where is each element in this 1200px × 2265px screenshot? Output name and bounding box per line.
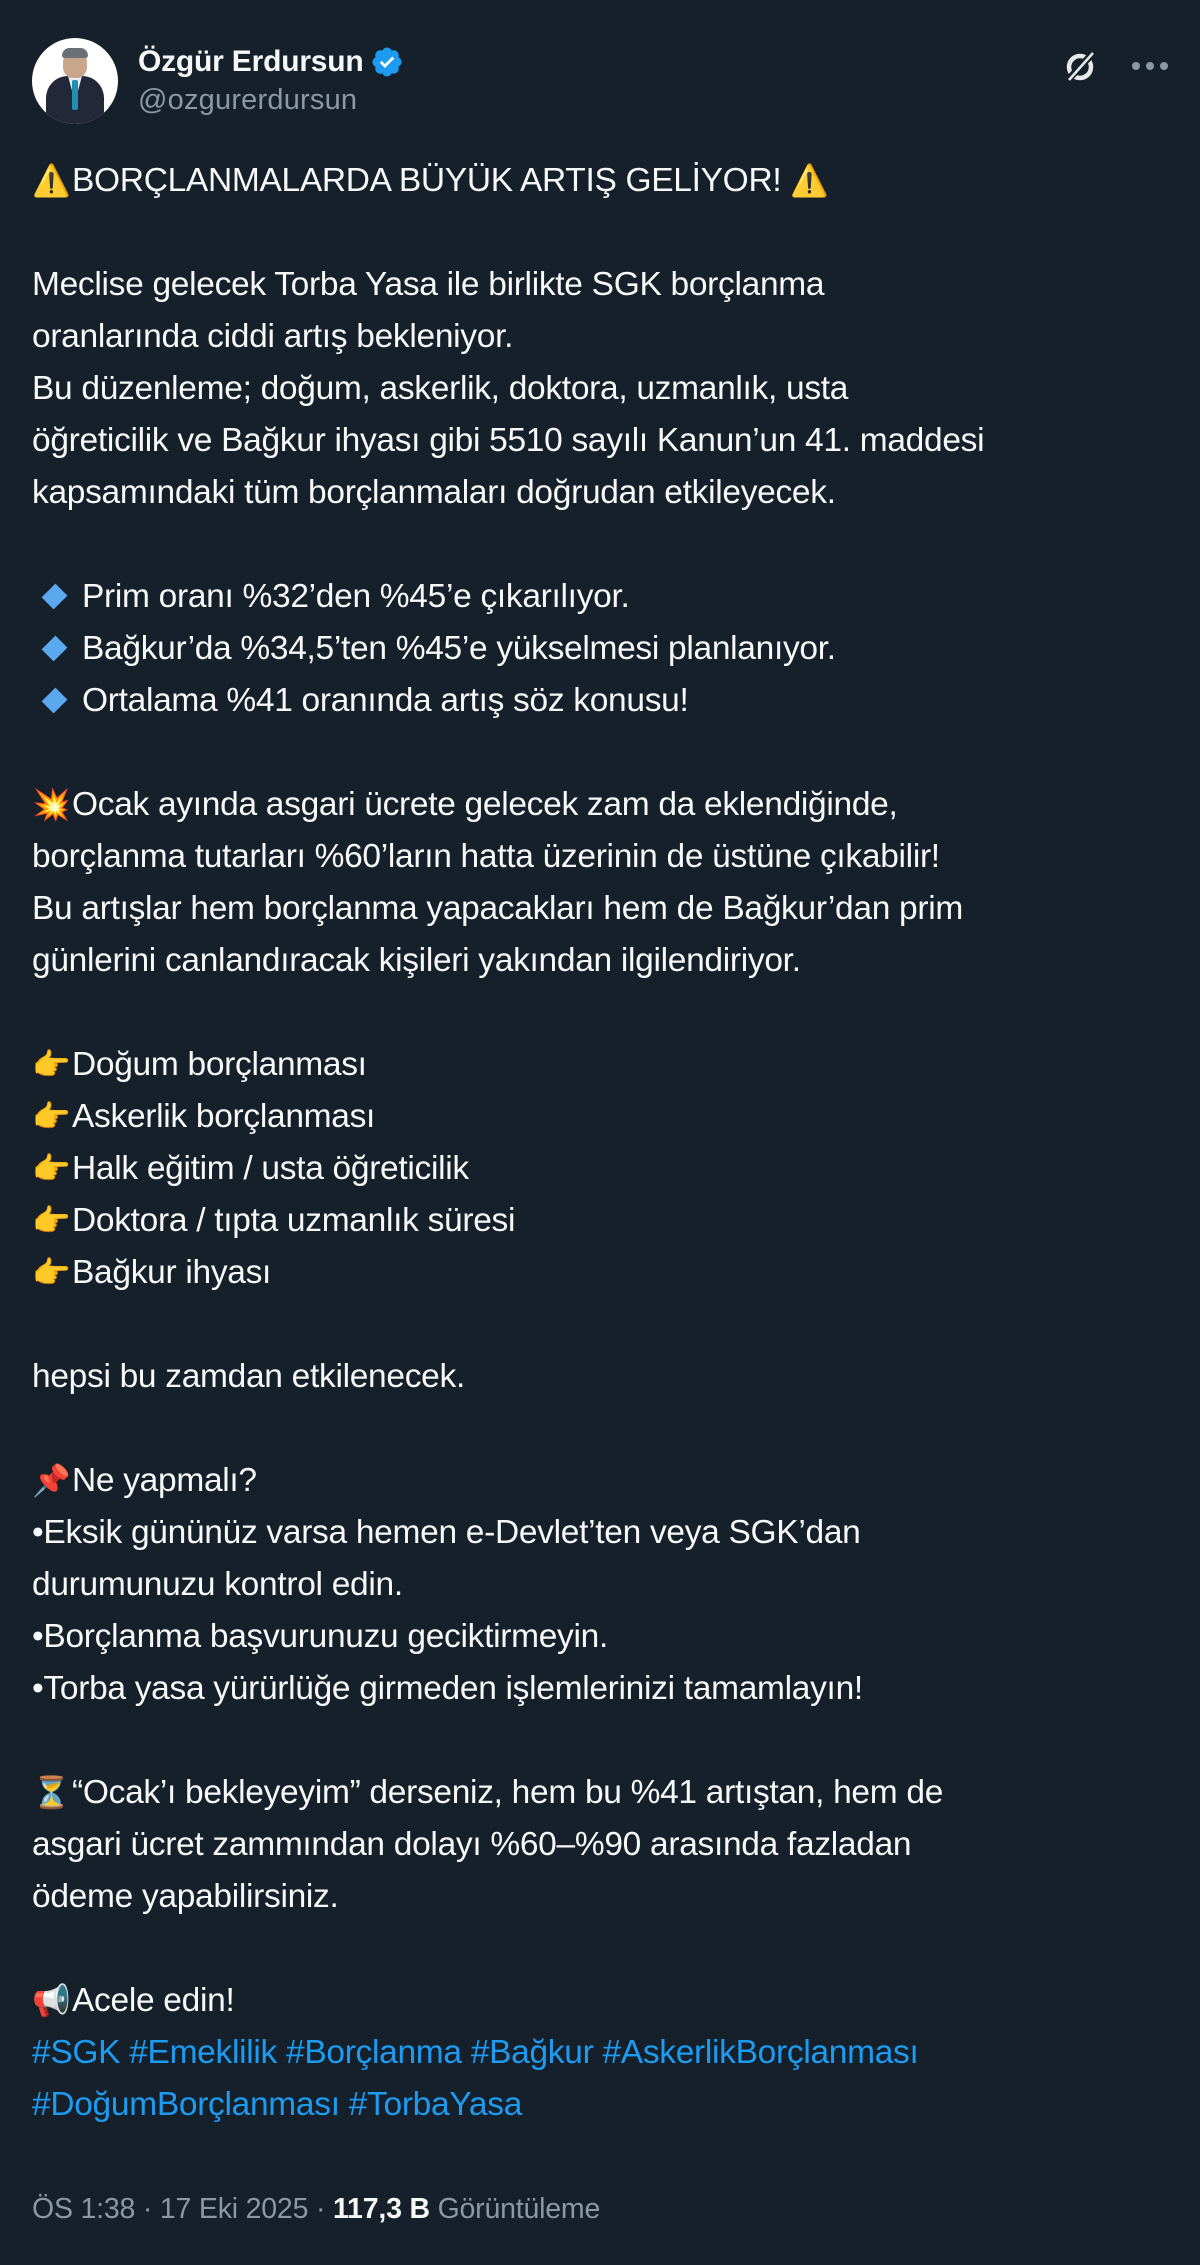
- hashtag-link[interactable]: #Bağkur: [470, 2034, 594, 2071]
- spacer: [32, 1715, 1172, 1767]
- pointing-item: [32, 1091, 1172, 1143]
- diamond-bullet: [32, 571, 1172, 623]
- spacer: [32, 987, 1172, 1039]
- hashtag-link[interactable]: #DoğumBorçlanması: [32, 2086, 340, 2123]
- pointing-item: [32, 1143, 1172, 1195]
- hashtag-link[interactable]: #SGK: [32, 2034, 121, 2071]
- bullet-text: Prim oranı %32’den %45’e çıkarılıyor.: [82, 578, 630, 615]
- warning-icon: ⚠️: [32, 163, 71, 198]
- avatar[interactable]: [32, 38, 118, 124]
- paragraph-line: borçlanma tutarları %60’ların hatta üzerinin de üstüne çıkabilir!: [32, 838, 940, 875]
- collision-icon: 💥: [32, 787, 71, 822]
- dot: [1132, 62, 1140, 70]
- pushpin-icon: 📌: [32, 1463, 71, 1498]
- blue-diamond-icon: [42, 687, 68, 713]
- paragraph-text: “Ocak’ı bekleyeyim” derseniz, hem bu %41 artıştan, hem de: [72, 1774, 944, 1811]
- call-to-action: [32, 1975, 1172, 2027]
- hashtag-link[interactable]: #Emeklilik: [129, 2034, 277, 2071]
- handle[interactable]: @ozgurerdursun: [138, 84, 358, 116]
- dot: [1146, 62, 1154, 70]
- diamond-bullet: [32, 675, 1172, 727]
- pointing-right-icon: 👉: [32, 1203, 71, 1238]
- intro-line: oranlarında ciddi artış bekleniyor.: [32, 318, 514, 355]
- collision-line: [32, 779, 1172, 831]
- pointing-item: [32, 1195, 1172, 1247]
- title-text: Ne yapmalı?: [72, 1462, 257, 1499]
- intro-line: kapsamındaki tüm borçlanmaları doğrudan etkileyecek.: [32, 474, 836, 511]
- diamond-bullet: [32, 623, 1172, 675]
- warning-icon: ⚠️: [790, 163, 829, 198]
- hashtag-link[interactable]: #AskerlikBorçlanması: [602, 2034, 919, 2071]
- spacer: [32, 207, 1172, 259]
- hourglass-icon: ⏳: [32, 1775, 71, 1810]
- item-text: Askerlik borçlanması: [72, 1098, 376, 1135]
- pointing-right-icon: 👉: [32, 1047, 71, 1082]
- blue-diamond-icon: [42, 635, 68, 661]
- what-to-do-line: •Borçlanma başvurunuzu geciktirmeyin.: [32, 1618, 608, 1655]
- avatar-hair: [62, 48, 88, 58]
- tweet-date[interactable]: 17 Eki 2025: [159, 2193, 309, 2225]
- spacer: [32, 1299, 1172, 1351]
- avatar-tie: [72, 80, 78, 110]
- views-label: Görüntüleme: [437, 2193, 601, 2225]
- display-name[interactable]: Özgür Erdursun: [138, 45, 364, 78]
- verified-badge-icon[interactable]: [370, 45, 404, 79]
- pointing-right-icon: 👉: [32, 1255, 71, 1290]
- spacer: [32, 519, 1172, 571]
- pointing-right-icon: 👉: [32, 1099, 71, 1134]
- pointing-item: [32, 1039, 1172, 1091]
- megaphone-icon: 📢: [32, 1983, 71, 2018]
- grok-icon[interactable]: [1058, 44, 1102, 88]
- cta-text: Acele edin!: [72, 1982, 235, 2019]
- affected-line: hepsi bu zamdan etkilenecek.: [32, 1358, 465, 1395]
- hashtag-link[interactable]: #Borçlanma: [285, 2034, 462, 2071]
- intro-line: Bu düzenleme; doğum, askerlik, doktora, uzmanlık, usta: [32, 370, 849, 407]
- what-to-do-line: •Eksik gününüz varsa hemen e-Devlet’ten veya SGK’dan: [32, 1514, 861, 1551]
- pointing-right-icon: 👉: [32, 1151, 71, 1186]
- hashtag-link[interactable]: #TorbaYasa: [348, 2086, 523, 2123]
- headline-text: BORÇLANMALARDA BÜYÜK ARTIŞ GELİYOR!: [72, 162, 782, 199]
- intro-line: öğreticilik ve Bağkur ihyası gibi 5510 sayılı Kanun’un 41. maddesi: [32, 422, 985, 459]
- tweet-meta: [32, 2193, 600, 2226]
- item-text: Doğum borçlanması: [72, 1046, 367, 1083]
- what-to-do-line: •Torba yasa yürürlüğe girmeden işlemlerinizi tamamlayın!: [32, 1670, 863, 1707]
- tweet-time[interactable]: ÖS 1:38: [32, 2193, 136, 2225]
- paragraph-line: günlerini canlandıracak kişileri yakından ilgilendiriyor.: [32, 942, 801, 979]
- item-text: Doktora / tıpta uzmanlık süresi: [72, 1202, 516, 1239]
- intro-line: Meclise gelecek Torba Yasa ile birlikte SGK borçlanma: [32, 266, 825, 303]
- spacer: [32, 1923, 1172, 1975]
- separator: ·: [142, 2193, 153, 2225]
- hashtags-row: [32, 2079, 1172, 2131]
- paragraph-line: ödeme yapabilirsiniz.: [32, 1878, 339, 1915]
- bullet-text: Bağkur’da %34,5’ten %45’e yükselmesi planlanıyor.: [82, 630, 836, 667]
- views-count: 117,3 B: [332, 2193, 430, 2225]
- warning-line: [32, 1767, 1172, 1819]
- display-name-row: [138, 42, 404, 82]
- blue-diamond-icon: [42, 583, 68, 609]
- paragraph-line: asgari ücret zammından dolayı %60–%90 arasında fazladan: [32, 1826, 912, 1863]
- paragraph-text: Ocak ayında asgari ücrete gelecek zam da eklendiğinde,: [72, 786, 898, 823]
- header-actions: [1058, 44, 1168, 88]
- pointing-item: [32, 1247, 1172, 1299]
- author-info: [138, 42, 404, 117]
- hashtags-row: [32, 2027, 1172, 2079]
- what-to-do-line: durumunuzu kontrol edin.: [32, 1566, 403, 1603]
- spacer: [32, 727, 1172, 779]
- tweet-header: [32, 38, 1168, 124]
- what-to-do-title: [32, 1455, 1172, 1507]
- spacer: [32, 1403, 1172, 1455]
- item-text: Halk eğitim / usta öğreticilik: [72, 1150, 469, 1187]
- dot: [1160, 62, 1168, 70]
- bullet-text: Ortalama %41 oranında artış söz konusu!: [82, 682, 689, 719]
- separator: ·: [315, 2193, 326, 2225]
- paragraph-line: Bu artışlar hem borçlanma yapacakları hem de Bağkur’dan prim: [32, 890, 963, 927]
- item-text: Bağkur ihyası: [72, 1254, 272, 1291]
- headline: [32, 155, 1172, 207]
- more-horizontal-icon[interactable]: [1132, 44, 1168, 88]
- tweet-text: [32, 155, 1172, 2131]
